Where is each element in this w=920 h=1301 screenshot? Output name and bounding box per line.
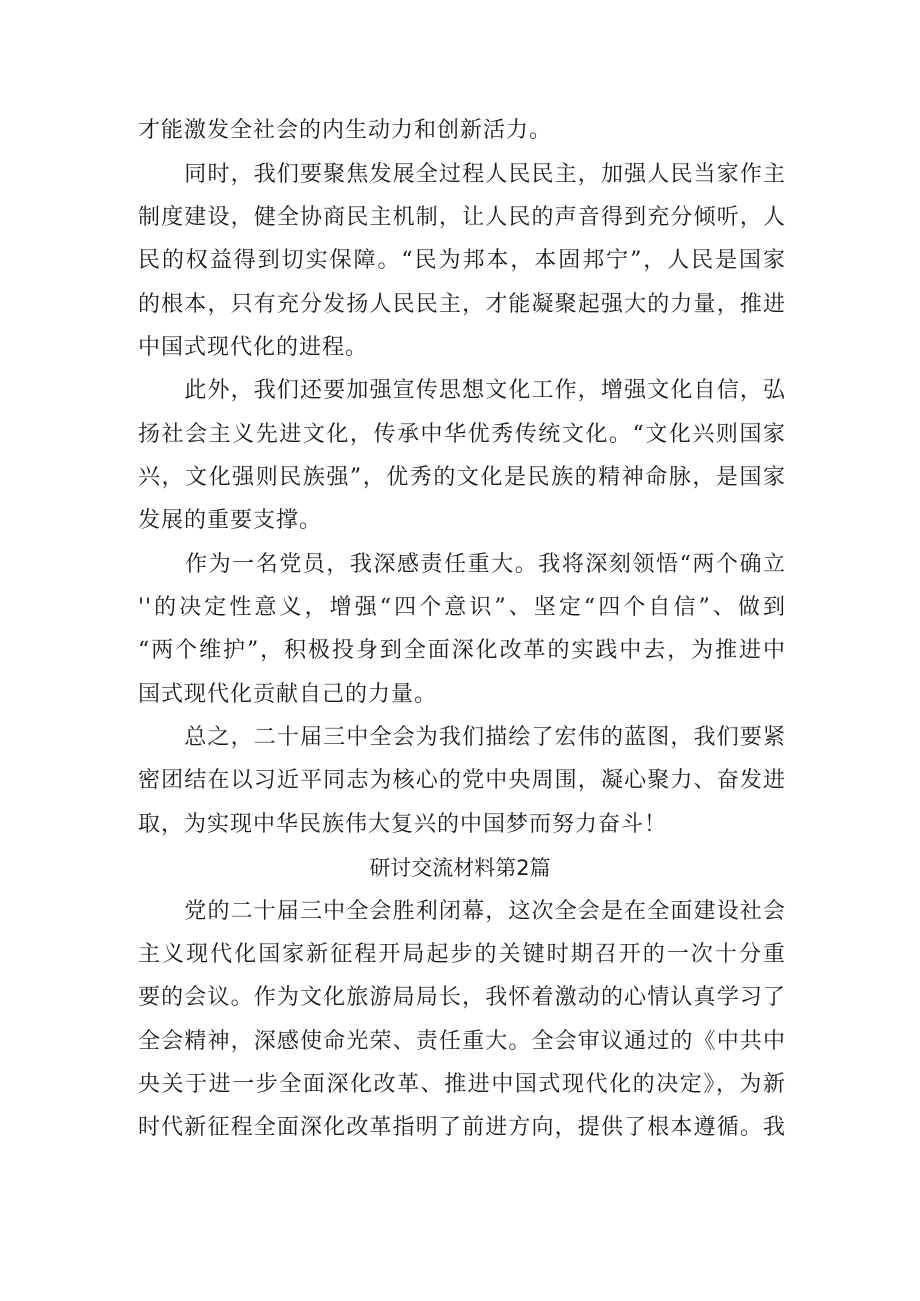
paragraph-line: 此外，我们还要加强宣传思想文化工作，增强文化自信，弘 bbox=[138, 378, 786, 403]
section-heading: 研讨交流材料第2篇 bbox=[369, 856, 551, 880]
paragraph-line: 主义现代化国家新征程开局起步的关键时期召开的一次十分重 bbox=[138, 942, 786, 967]
paragraph-line: 党的二十届三中全会胜利闭幕，这次全会是在全面建设社会 bbox=[138, 899, 786, 924]
paragraph-line: 的根本，只有充分发扬人民民主，才能凝聚起强大的力量，推进 bbox=[138, 292, 786, 317]
paragraph-line: 要的会议。作为文化旅游局局长，我怀着激动的心情认真学习了 bbox=[138, 985, 786, 1010]
paragraph-line: 国式现代化贡献自己的力量。 bbox=[138, 682, 438, 707]
paragraph-line: 时代新征程全面深化改革指明了前进方向，提供了根本遵循。我 bbox=[138, 1115, 786, 1140]
paragraph-line: 同时，我们要聚焦发展全过程人民民主，加强人民当家作主 bbox=[138, 162, 786, 187]
paragraph-line: 民的权益得到切实保障。“民为邦本，本固邦宁”，人民是国家 bbox=[138, 248, 786, 273]
paragraph-line: 央关于进一步全面深化改革、推进中国式现代化的决定》，为新 bbox=[138, 1072, 786, 1097]
paragraph-line: 才能激发全社会的内生动力和创新活力。 bbox=[138, 118, 553, 143]
paragraph-line: 兴，文化强则民族强”，优秀的文化是民族的精神命脉，是国家 bbox=[138, 465, 786, 490]
paragraph-line: 扬社会主义先进文化，传承中华优秀传统文化。“文化兴则国家 bbox=[138, 422, 786, 447]
paragraph-line: 总之，二十届三中全会为我们描绘了宏伟的蓝图，我们要紧 bbox=[138, 725, 786, 750]
paragraph-line: 取，为实现中华民族伟大复兴的中国梦而努力奋斗！ bbox=[138, 812, 668, 837]
paragraph-line: 全会精神，深感使命光荣、责任重大。全会审议通过的《中共中 bbox=[138, 1029, 786, 1054]
paragraph-line: 制度建设，健全协商民主机制，让人民的声音得到充分倾听，人 bbox=[138, 205, 786, 230]
paragraph-line: 密团结在以习近平同志为核心的党中央周围，凝心聚力、奋发进 bbox=[138, 768, 786, 793]
paragraph-line: ''的决定性意义，增强“四个意识”、坚定“四个自信”、做到 bbox=[138, 595, 786, 620]
paragraph-line: 作为一名党员，我深感责任重大。我将深刻领悟“两个确立 bbox=[138, 552, 786, 577]
paragraph-line: 发展的重要支撑。 bbox=[138, 508, 323, 533]
paragraph-line: 中国式现代化的进程。 bbox=[138, 335, 369, 360]
paragraph-line: “两个维护”，积极投身到全面深化改革的实践中去，为推进中 bbox=[138, 638, 786, 663]
